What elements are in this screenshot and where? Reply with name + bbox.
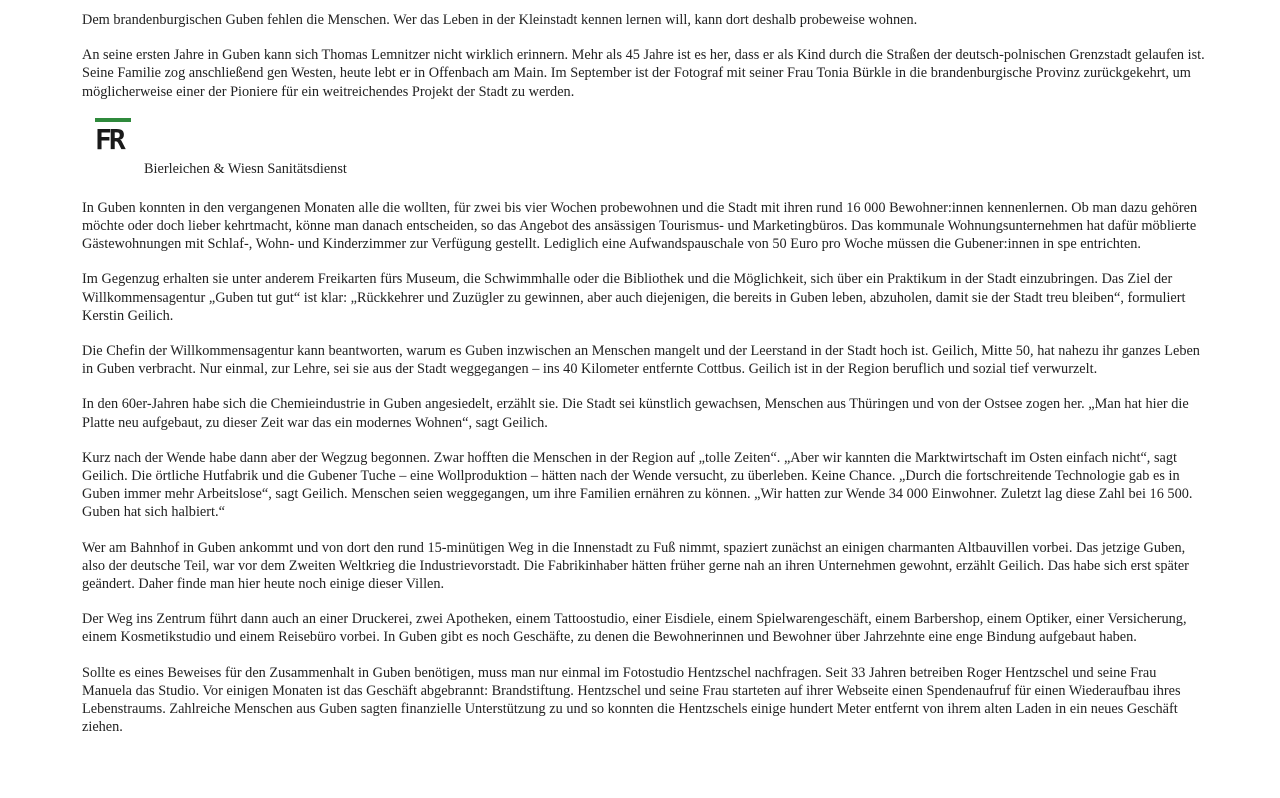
article-paragraph: Die Chefin der Willkommensagentur kann beantworten, warum es Guben inzwischen an Menschen mangelt und der Leerstand in der Stadt hoch ist. Geilich, Mitte 50, hat nahezu ihr ganzes Leben in Guben verbracht. Nur einmal, zur Lehre, sei sie aus der Stadt weggegangen – ins 40 Kilometer entfernte Cottbus. Geilich ist in der Region beruflich und sozial tief verwurzelt.	[82, 343, 1200, 378]
article-paragraph: In Guben konnten in den vergangenen Monaten alle die wollten, für zwei bis vier Wochen probewohnen und die Stadt mit ihren rund 16 000 Bewohner:innen kennenlernen. Ob man dazu gehören möchte oder doch lieber kehrtmacht, könne man danach entscheiden, so das Angebot des ansässigen Tourismus- und Marketingbüros. Das kommunale Wohnungsunternehmen hat dafür möblierte Gästewohnungen mit Schlaf-, Wohn- und Kinderzimmer zur Verfügung gestellt. Lediglich eine Aufwandspauschale von 50 Euro pro Woche müssen die Gubener:innen in spe entrichten.	[82, 199, 1198, 253]
article-paragraph: An seine ersten Jahre in Guben kann sich Thomas Lemnitzer nicht wirklich erinnern. Mehr als 45 Jahre ist es her, dass er als Kind durch die Straßen der deutsch-polnischen Grenzstadt gelaufen ist. Seine Familie zog anschließend gen Westen, heute lebt er in Offenbach am Main. Im September ist der Fotograf mit seiner Frau Tonia Bürkle in die brandenburgische Provinz zurückgekehrt, um möglicherweise einer der Pioniere für ein weitreichendes Projekt der Stadt zu werden.	[82, 47, 1205, 100]
article-paragraph: In den 60er-Jahren habe sich die Chemieindustrie in Guben angesiedelt, erzählt sie. Die Stadt sei künstlich gewachsen, Menschen aus Thüringen und von der Ostsee zogen her. „Man hat hier die Platte neu aufgebaut, zu dieser Zeit war das ein modernes Wohnen“, sagt Geilich.	[82, 396, 1189, 431]
article-paragraph: Kurz nach der Wende habe dann aber der Wegzug begonnen. Zwar hofften die Menschen in der Region auf „tolle Zeiten“. „Aber wir kannten die Marktwirtschaft im Osten einfach nicht“, sagt Geilich. Die örtliche Hutfabrik und die Gubener Tuche – eine Wollproduktion – hätten nach der Wende versucht, zu überleben. Keine Chance. „Durch die fortschreitende Technologie gab es in Guben immer mehr Arbeitslose“, sagt Geilich. Menschen seien weggegangen, um ihre Familien ernähren zu können. „Wir hatten zur Wende 34 000 Einwohner. Zuletzt lag diese Zahl bei 16 500. Guben hat sich halbiert.“	[82, 449, 1193, 521]
promo-teaser[interactable]	[82, 118, 1208, 188]
article-body	[82, 11, 1208, 753]
logo-accent-bar	[95, 118, 131, 122]
article-lead: Dem brandenburgischen Guben fehlen die Menschen. Wer das Leben in der Kleinstadt kennen lernen will, kann dort deshalb probeweise wohnen.	[82, 12, 918, 28]
article-paragraph: Sollte es eines Beweises für den Zusammenhalt in Guben benötigen, muss man nur einmal im Fotostudio Hentzschel nachfragen. Seit 33 Jahren betreiben Roger Hentzschel und seine Frau Manuela das Studio. Vor einigen Monaten ist das Geschäft abgebrannt: Brandstiftung. Hentzschel und seine Frau starteten auf ihrer Webseite einen Spendenaufruf für einen Wiederaufbau ihres Lebenstraums. Zahlreiche Menschen aus Guben sagten finanzielle Unterstützung zu und so konnten die Hentzschels einige hundert Meter entfernt von ihrem alten Laden in ein neues Geschäft ziehen.	[82, 664, 1181, 736]
article-paragraph: Der Weg ins Zentrum führt dann auch an einer Druckerei, zwei Apotheken, einem Tattoostudio, einer Eisdiele, einem Spielwarengeschäft, einem Barbershop, einem Optiker, einer Versicherung, einem Kosmetikstudio und einem Reisebüro vorbei. In Guben gibt es noch Geschäfte, zu denen die Bewohnerinnen und Bewohner über Jahrzehnte eine enge Bindung aufgebaut haben.	[82, 611, 1187, 646]
promo-link[interactable]: Bierleichen & Wiesn Sanitätsdienst	[144, 160, 347, 177]
fr-logo[interactable]	[95, 118, 131, 160]
article-paragraph: Im Gegenzug erhalten sie unter anderem Freikarten fürs Museum, die Schwimmhalle oder die Bibliothek und die Möglichkeit, sich über ein Praktikum in der Stadt einzubringen. Das Ziel der Willkommensagentur „Guben tut gut“ ist klar: „Rückkehrer und Zuzügler zu gewinnen, aber auch diejenigen, die bereits in Guben leben, abzuholen, damit sie der Stadt treu bleiben“, formuliert Kerstin Geilich.	[82, 271, 1186, 324]
article-paragraph: Wer am Bahnhof in Guben ankommt und von dort den rund 15-minütigen Weg in die Innenstadt zu Fuß nimmt, spaziert zunächst an einigen charmanten Altbauvillen vorbei. Das jetzige Guben, also der deutsche Teil, war vor dem Zweiten Weltkrieg die Industrievorstadt. Die Fabrikinhaber hätten früher gerne nah an ihren Unternehmen gewohnt, erzählt Geilich. Das habe sich erst später geändert. Daher finde man hier heute noch einige dieser Villen.	[82, 539, 1189, 593]
logo-letters: FR	[95, 122, 123, 156]
